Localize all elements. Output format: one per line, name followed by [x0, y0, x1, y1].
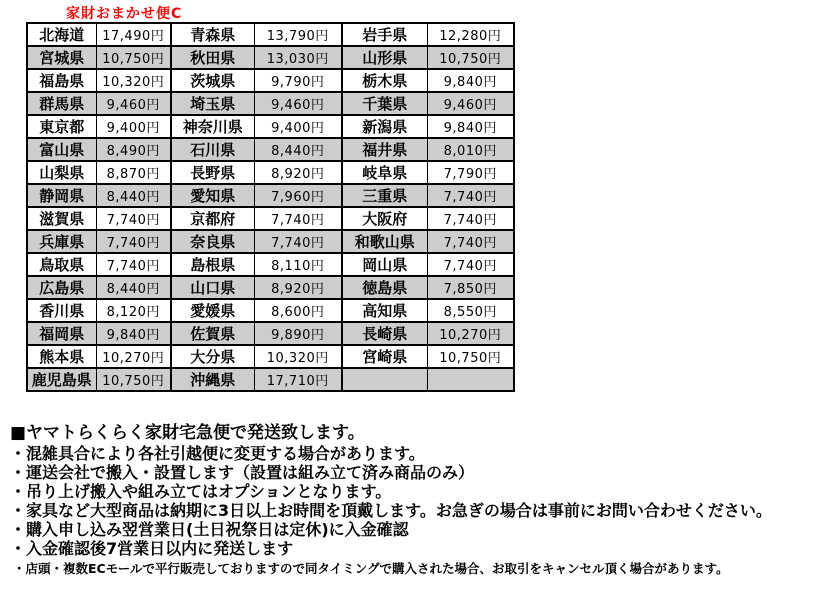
- prefecture-cell: 山口県: [171, 276, 254, 299]
- prefecture-cell: 鹿児島県: [27, 368, 96, 391]
- price-cell: 7,790円: [427, 161, 514, 184]
- table-row: [27, 299, 514, 322]
- prefecture-cell: [342, 368, 427, 391]
- table-row: [27, 92, 514, 115]
- note-line: ・入金確認後7営業日以内に発送します: [10, 539, 294, 558]
- prefecture-cell: 青森県: [171, 23, 254, 46]
- price-cell: 8,920円: [254, 161, 342, 184]
- prefecture-cell: 三重県: [342, 184, 427, 207]
- table-row: [27, 322, 514, 345]
- price-cell: 7,960円: [254, 184, 342, 207]
- price-cell: 8,110円: [254, 253, 342, 276]
- price-cell: 7,740円: [96, 230, 171, 253]
- price-cell: 10,320円: [96, 69, 171, 92]
- price-cell: 10,750円: [96, 46, 171, 69]
- price-cell: 8,440円: [96, 276, 171, 299]
- table-row: [27, 253, 514, 276]
- table-row: [27, 184, 514, 207]
- table-row: [27, 207, 514, 230]
- prefecture-cell: 高知県: [342, 299, 427, 322]
- price-cell: 8,440円: [96, 184, 171, 207]
- prefecture-cell: 埼玉県: [171, 92, 254, 115]
- price-cell: 13,030円: [254, 46, 342, 69]
- price-cell: 7,740円: [427, 230, 514, 253]
- prefecture-cell: 熊本県: [27, 345, 96, 368]
- price-cell: 9,840円: [427, 115, 514, 138]
- price-cell: 8,440円: [254, 138, 342, 161]
- footnote: ・店頭・複数ECモールで平行販売しておりますので同タイミングで購入された場合、お取引をキャンセル頂く場合があります。: [13, 561, 729, 576]
- price-cell: 8,920円: [254, 276, 342, 299]
- prefecture-cell: 滋賀県: [27, 207, 96, 230]
- price-cell: 8,600円: [254, 299, 342, 322]
- prefecture-cell: 宮城県: [27, 46, 96, 69]
- prefecture-cell: 岐阜県: [342, 161, 427, 184]
- table-row: [27, 69, 514, 92]
- price-cell: 17,490円: [96, 23, 171, 46]
- prefecture-cell: 福島県: [27, 69, 96, 92]
- prefecture-cell: 栃木県: [342, 69, 427, 92]
- price-cell: [427, 368, 514, 391]
- shipping-service-title: 家財おまかせ便C: [66, 6, 183, 22]
- note-line: ・家具など大型商品は納期に3日以上お時間を頂戴します。お急ぎの場合は事前にお問い合わせください。: [10, 501, 772, 520]
- price-cell: 9,840円: [427, 69, 514, 92]
- price-cell: 7,740円: [254, 207, 342, 230]
- price-cell: 8,010円: [427, 138, 514, 161]
- price-cell: 7,740円: [427, 207, 514, 230]
- price-cell: 9,400円: [96, 115, 171, 138]
- prefecture-cell: 北海道: [27, 23, 96, 46]
- price-cell: 8,120円: [96, 299, 171, 322]
- table-row: [27, 345, 514, 368]
- prefecture-cell: 長崎県: [342, 322, 427, 345]
- prefecture-cell: 沖縄県: [171, 368, 254, 391]
- price-cell: 8,550円: [427, 299, 514, 322]
- prefecture-cell: 愛知県: [171, 184, 254, 207]
- prefecture-cell: 香川県: [27, 299, 96, 322]
- prefecture-cell: 京都府: [171, 207, 254, 230]
- prefecture-cell: 千葉県: [342, 92, 427, 115]
- prefecture-cell: 鳥取県: [27, 253, 96, 276]
- table-row: [27, 23, 514, 46]
- price-cell: 9,460円: [254, 92, 342, 115]
- prefecture-cell: 岡山県: [342, 253, 427, 276]
- notes-heading: ■ヤマトらくらく家財宅急便で発送致します。: [10, 423, 365, 443]
- prefecture-cell: 新潟県: [342, 115, 427, 138]
- table-row: [27, 276, 514, 299]
- price-cell: 9,400円: [254, 115, 342, 138]
- price-cell: 10,750円: [96, 368, 171, 391]
- prefecture-cell: 山形県: [342, 46, 427, 69]
- price-cell: 10,270円: [96, 345, 171, 368]
- table-row: [27, 368, 514, 391]
- price-cell: 9,460円: [427, 92, 514, 115]
- prefecture-cell: 富山県: [27, 138, 96, 161]
- prefecture-cell: 群馬県: [27, 92, 96, 115]
- price-cell: 7,740円: [96, 207, 171, 230]
- prefecture-cell: 宮崎県: [342, 345, 427, 368]
- price-cell: 12,280円: [427, 23, 514, 46]
- prefecture-cell: 島根県: [171, 253, 254, 276]
- table-row: [27, 46, 514, 69]
- prefecture-cell: 山梨県: [27, 161, 96, 184]
- price-cell: 8,870円: [96, 161, 171, 184]
- table-row: [27, 230, 514, 253]
- prefecture-cell: 静岡県: [27, 184, 96, 207]
- prefecture-cell: 岩手県: [342, 23, 427, 46]
- prefecture-cell: 長野県: [171, 161, 254, 184]
- price-cell: 9,890円: [254, 322, 342, 345]
- prefecture-cell: 秋田県: [171, 46, 254, 69]
- note-line: ・運送会社で搬入・設置します（設置は組み立て済み商品のみ）: [10, 463, 475, 482]
- prefecture-cell: 広島県: [27, 276, 96, 299]
- prefecture-cell: 徳島県: [342, 276, 427, 299]
- price-cell: 9,840円: [96, 322, 171, 345]
- notes-list: [10, 444, 772, 558]
- price-cell: 7,740円: [427, 184, 514, 207]
- table-row: [27, 138, 514, 161]
- prefecture-cell: 和歌山県: [342, 230, 427, 253]
- note-line: ・購入申し込み翌営業日(土日祝祭日は定休)に入金確認: [10, 520, 409, 539]
- prefecture-cell: 福岡県: [27, 322, 96, 345]
- price-cell: 7,740円: [427, 253, 514, 276]
- price-cell: 10,750円: [427, 46, 514, 69]
- prefecture-cell: 愛媛県: [171, 299, 254, 322]
- price-cell: 13,790円: [254, 23, 342, 46]
- price-cell: 10,750円: [427, 345, 514, 368]
- price-cell: 7,740円: [254, 230, 342, 253]
- prefecture-cell: 茨城県: [171, 69, 254, 92]
- note-line: ・吊り上げ搬入や組み立てはオプションとなります。: [10, 482, 392, 501]
- price-cell: 10,270円: [427, 322, 514, 345]
- prefecture-cell: 佐賀県: [171, 322, 254, 345]
- table-row: [27, 161, 514, 184]
- prefecture-cell: 兵庫県: [27, 230, 96, 253]
- price-cell: 10,320円: [254, 345, 342, 368]
- prefecture-cell: 大阪府: [342, 207, 427, 230]
- prefecture-cell: 石川県: [171, 138, 254, 161]
- prefecture-cell: 大分県: [171, 345, 254, 368]
- price-cell: 8,490円: [96, 138, 171, 161]
- price-cell: 9,460円: [96, 92, 171, 115]
- note-line: ・混雑具合により各社引越便に変更する場合があります。: [10, 444, 425, 463]
- price-cell: 17,710円: [254, 368, 342, 391]
- prefecture-cell: 東京都: [27, 115, 96, 138]
- shipping-fee-table: [26, 22, 515, 392]
- prefecture-cell: 福井県: [342, 138, 427, 161]
- price-cell: 7,740円: [96, 253, 171, 276]
- prefecture-cell: 奈良県: [171, 230, 254, 253]
- prefecture-cell: 神奈川県: [171, 115, 254, 138]
- price-cell: 7,850円: [427, 276, 514, 299]
- table-row: [27, 115, 514, 138]
- price-cell: 9,790円: [254, 69, 342, 92]
